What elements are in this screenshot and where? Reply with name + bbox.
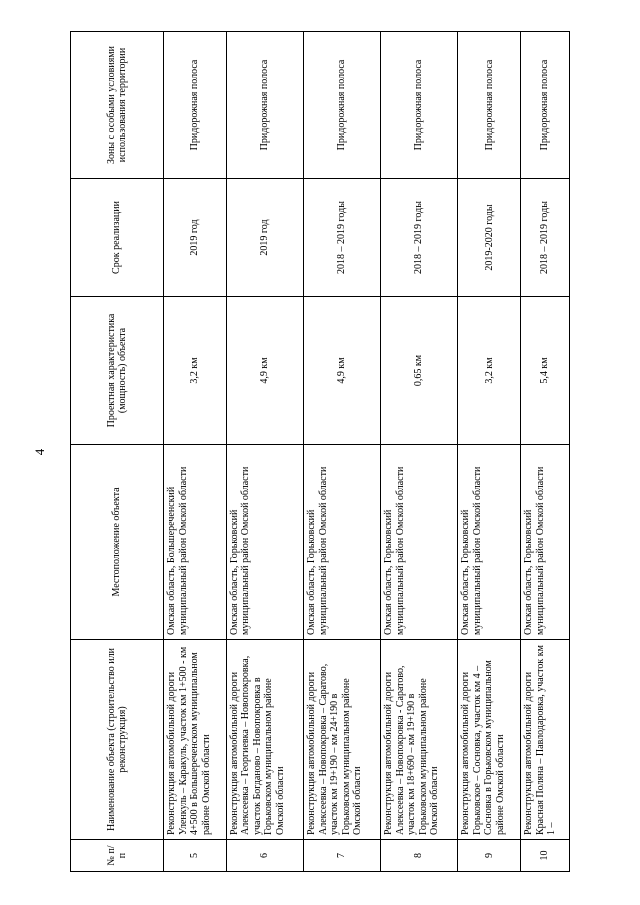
cell-number: 10: [521, 840, 570, 872]
cell-capacity: 4,9 км: [226, 297, 303, 445]
cell-term: 2018 – 2019 годы: [521, 179, 570, 297]
cell-zone: Придорожная полоса: [226, 32, 303, 179]
cell-capacity: 4,9 км: [304, 297, 381, 445]
cell-location: Омская область, Горьковский муниципальный район Омской области: [458, 445, 521, 640]
cell-location: Омская область, Горьковский муниципальный район Омской области: [521, 445, 570, 640]
header-object-name: Наименование объекта (строительство или реконструкция): [71, 640, 164, 840]
header-zone: Зоны с особыми условиями использования территории: [71, 32, 164, 179]
table-row: [381, 32, 458, 872]
cell-location: Омская область, Горьковский муниципальный район Омской области: [304, 445, 381, 640]
page-number: 4: [32, 448, 47, 456]
header-location: Местоположение объекта: [71, 445, 164, 640]
cell-zone: Придорожная полоса: [381, 32, 458, 179]
cell-term: 2019 год: [164, 179, 227, 297]
cell-object-name: Реконструкция автомобильной дороги Горьковское – Сосновка, участок км 4 – Сосновка в Горьковском муниципальном районе Омской области: [458, 640, 521, 840]
header-term: Срок реализации: [71, 179, 164, 297]
cell-zone: Придорожная полоса: [521, 32, 570, 179]
rotated-table-container: [70, 32, 570, 872]
cell-term: 2018 – 2019 годы: [381, 179, 458, 297]
header-number: № п/п: [71, 840, 164, 872]
cell-location: Омская область, Большереченский муниципальный район Омской области: [164, 445, 227, 640]
cell-zone: Придорожная полоса: [164, 32, 227, 179]
cell-number: 8: [381, 840, 458, 872]
table-row: [304, 32, 381, 872]
cell-object-name: Реконструкция автомобильной дороги Алексеевка – Георгиевка – Новопокровка, участок Богданово – Новопокровка в Горьковском муниципальном районе Омской области: [226, 640, 303, 840]
cell-capacity: 3,2 км: [164, 297, 227, 445]
cell-number: 9: [458, 840, 521, 872]
projects-table: [70, 31, 570, 872]
header-capacity: Проектная характеристика (мощность) объекта: [71, 297, 164, 445]
cell-capacity: 5,4 км: [521, 297, 570, 445]
table-row: [458, 32, 521, 872]
cell-number: 5: [164, 840, 227, 872]
cell-zone: Придорожная полоса: [458, 32, 521, 179]
cell-object-name: Реконструкция автомобильной дороги Алексеевка – Новопокровка - Саратово, участок км 18+690 – км 19+190 в Горьковском муниципальном районе Омской области: [381, 640, 458, 840]
cell-location: Омская область, Горьковский муниципальный район Омской области: [226, 445, 303, 640]
cell-object-name: Реконструкция автомобильной дороги Алексеевка – Новопокровка – Саратово, участок км 19+190 – км 24+190 в Горьковском муниципальном районе Омской области: [304, 640, 381, 840]
cell-term: 2019-2020 годы: [458, 179, 521, 297]
cell-object-name: Реконструкция автомобильной дороги Уленкуль – Каракуль, участок км 1+500 - км 4+500 в Большереченском муниципальном районе Омской области: [164, 640, 227, 840]
cell-object-name: Реконструкция автомобильной дороги Красная Поляна – Павлодаровка, участок км 1 –: [521, 640, 570, 840]
cell-capacity: 0,65 км: [381, 297, 458, 445]
cell-capacity: 3,2 км: [458, 297, 521, 445]
cell-number: 7: [304, 840, 381, 872]
table-header-row: [71, 32, 164, 872]
table-row: [226, 32, 303, 872]
table-row: [521, 32, 570, 872]
cell-number: 6: [226, 840, 303, 872]
cell-location: Омская область, Горьковский муниципальный район Омской области: [381, 445, 458, 640]
cell-zone: Придорожная полоса: [304, 32, 381, 179]
cell-term: 2019 год: [226, 179, 303, 297]
table-row: [164, 32, 227, 872]
cell-term: 2018 – 2019 годы: [304, 179, 381, 297]
